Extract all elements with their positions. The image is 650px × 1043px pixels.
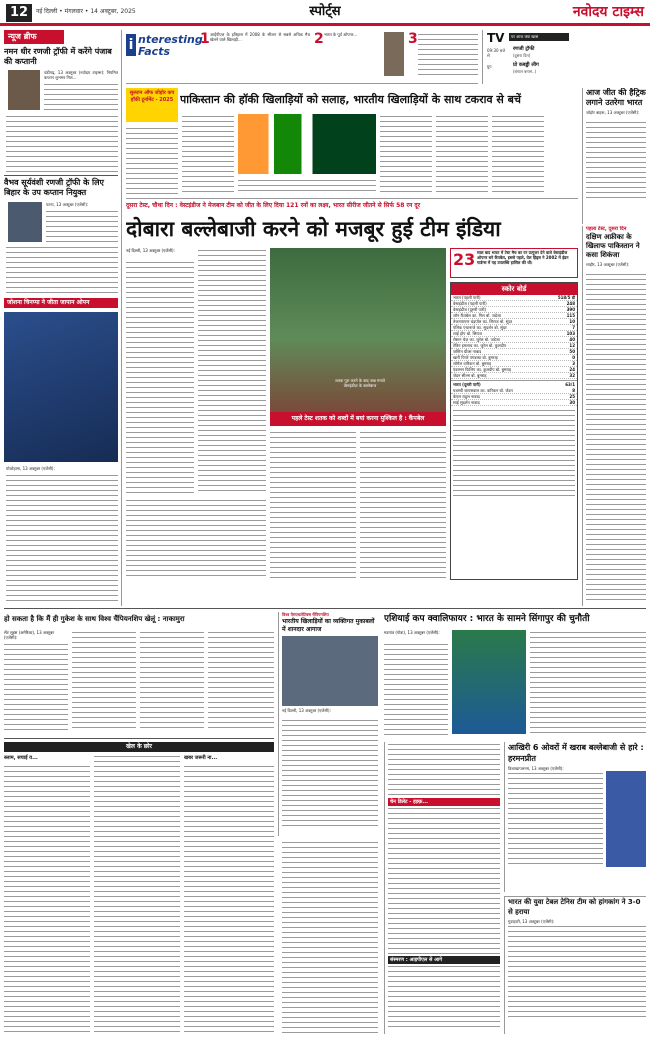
qna-body-2 bbox=[388, 806, 500, 956]
editorial-col-1-head: स्लाम, सचाई व... bbox=[4, 755, 38, 761]
hockey-body-3 bbox=[380, 114, 432, 194]
india-row bbox=[451, 400, 577, 406]
india-rows bbox=[451, 388, 577, 406]
score-row-value: 115 bbox=[566, 313, 575, 318]
fact-2-number: 2 bbox=[314, 31, 324, 47]
afc-body-1 bbox=[384, 642, 448, 736]
main-story-headline: दोबारा बल्लेबाजी करने को मजबूर हुई टीम इंडिया bbox=[126, 217, 501, 241]
hockey-body-5 bbox=[492, 114, 544, 194]
india-row-value: 25 bbox=[569, 394, 575, 399]
scoreboard-title: स्कोर बोर्ड bbox=[451, 283, 577, 295]
edition-date: नई दिल्ली • मंगलवार • 14 अक्टूबर, 2025 bbox=[36, 8, 136, 15]
fact-2-photo bbox=[384, 32, 404, 76]
afc-dateline: मडगांव (गोवा), 13 अक्टूबर (एजेंसी): bbox=[384, 630, 440, 635]
brief-body-3 bbox=[6, 473, 118, 601]
qna-head-2: संस्मरण : आइपीएल से आगे bbox=[388, 956, 500, 964]
brief-dateline-1: चंडीगढ़, 13 अक्टूबर (नवोदय टाइम्स): नियमित कप्तान शुभमन गिल... bbox=[44, 70, 118, 80]
tt-body bbox=[508, 924, 646, 1020]
score-row-value: 24 bbox=[569, 367, 575, 372]
nakamura-body-1 bbox=[4, 642, 68, 732]
score-row-name: वेस्टइंडीज (दूसरी पारी) bbox=[453, 307, 487, 312]
tv-row-1-detail: (दूसरा दिन) bbox=[513, 53, 531, 58]
brief-photo-3 bbox=[4, 312, 118, 462]
photo-caption: शतक पूरा करने के बाद जश्न मनाते वेस्टइंडीज़ के बल्लेबाज bbox=[335, 378, 385, 388]
tv-guide-panel bbox=[482, 30, 646, 84]
hockey-headline: पाकिस्तान की हॉकी खिलाड़ियों को सलाह, भारतीय खिलाड़ियों के साथ टकराव से बचें bbox=[180, 93, 521, 106]
nakamura-body-2 bbox=[72, 630, 136, 732]
para-photo bbox=[282, 636, 378, 706]
nakamura-dateline: सेंट लुइस (अमेरिका), 13 अक्टूबर (एजेंसी): bbox=[4, 630, 55, 640]
main-story-dateline: नई दिल्ली, 13 अक्टूबर (एजेंसी): bbox=[126, 248, 175, 253]
score-row-value: 3 bbox=[572, 361, 575, 366]
scoreboard bbox=[450, 282, 578, 580]
score-row-value: 103 bbox=[566, 331, 575, 336]
qna-head-1: चेन डिलेट - हक़्क़... bbox=[388, 798, 500, 806]
tv-label: TV bbox=[487, 31, 505, 45]
page-number: 12 bbox=[6, 4, 32, 22]
main-story-body-4 bbox=[360, 430, 446, 580]
hockey-body-1 bbox=[126, 126, 178, 194]
score-row-name: एंडरसन फिलिप का. कुलदीप बो. बुमराह bbox=[453, 367, 512, 372]
score-row-value: 12 bbox=[569, 343, 575, 348]
editorial-col-1 bbox=[4, 764, 90, 1034]
score-row-value: 10 bbox=[569, 319, 575, 324]
t20-dateline: जोहोर बाहरू, 13 अक्टूबर (एजेंसी): bbox=[586, 110, 640, 115]
score-row-name: जेडन सील्स बो. बुमराह bbox=[453, 373, 487, 378]
t20-headline: आज जीत की हैट्रिक लगाने उतरेगा भारत bbox=[586, 88, 646, 107]
hockey-photo-caption bbox=[238, 178, 376, 194]
facts-title: nteresting Facts bbox=[138, 33, 203, 58]
india-row-value: 8 bbox=[572, 388, 575, 393]
score-row-name: वेस्टइंडीज (पहली पारी) bbox=[453, 301, 487, 306]
brief-headline-3: जोशना चिनप्पा ने जीता जापान ओपन bbox=[4, 298, 118, 308]
harman-headline: आखिरी 6 ओवरों में खराब बल्लेबाजी से हारे : हरमनप्रीत bbox=[508, 743, 644, 763]
masthead: नवोदय टाइम्स bbox=[572, 4, 644, 20]
editorial-col-3-head: खबर जरूरी ना... bbox=[184, 755, 218, 761]
sa-pak-kicker: पहला टेस्ट, दूसरा दिन bbox=[586, 226, 627, 232]
nakamura-headline: हो सकता है कि मैं ही गुकेश के साथ विश्व चैंपियनशिप खेलूं : नाकामुरा bbox=[4, 615, 185, 623]
para-story bbox=[278, 612, 378, 836]
score-row-name: भारत (पहली पारी) bbox=[453, 295, 481, 300]
hockey-tag: सुल्तान ऑफ जोहोर कप हॉकी टूर्नामेंट - 2025 bbox=[126, 88, 178, 122]
brief-body-2 bbox=[46, 209, 118, 242]
fact-1-number: 1 bbox=[200, 31, 210, 47]
main-story-kicker: दूसरा टेस्ट, चौथा दिन : वेस्टइंडीज ने मेजबान टीम को जीत के लिए दिया 121 रनों का लक्ष्य, भारत सीरीज जीतने से सिर्फ 58 रन दूर bbox=[126, 198, 578, 212]
brief-photo-1 bbox=[8, 70, 40, 110]
india-row-name: साई सुदर्शन नाबाद bbox=[453, 400, 480, 405]
afc-headline: एशियाई कप क्वालिफायर : भारत के सामने सिंगापुर की चुनौती bbox=[384, 614, 590, 624]
fact-1-text: आईपीएल के इतिहास में 2008 के सीजन से सबसे अधिक मैच खेलने वाले खिलाड़ी... bbox=[210, 32, 310, 42]
score-row-name: जोमेल वारिकन बो. बुमराह bbox=[453, 361, 492, 366]
qna-body-3 bbox=[388, 964, 500, 1030]
main-story-body-2 bbox=[198, 248, 266, 494]
sa-pak-story bbox=[582, 226, 646, 606]
india-row-value: 30 bbox=[569, 400, 575, 405]
harman-photo bbox=[606, 771, 646, 867]
score-row-name: टेविन इमलाच का. जुरेल बो. कुलदीप bbox=[453, 343, 506, 348]
hockey-body-4 bbox=[436, 114, 488, 194]
qna-body-1 bbox=[388, 742, 500, 798]
main-story-body-5 bbox=[126, 498, 266, 580]
editorial-col-2 bbox=[94, 754, 180, 1034]
score-row-value: 40 bbox=[569, 337, 575, 342]
score-row-name: जॉन कैंपबेल का. गिल बो. जडेजा bbox=[453, 313, 502, 318]
tt-dateline: गुवाहाटी, 13 अक्टूबर (एजेंसी): bbox=[508, 919, 555, 924]
brief-dateline-3: योकोहामा, 13 अक्टूबर (एजेंसी): bbox=[6, 466, 55, 471]
tv-row-1-title: रणजी ट्रॉफी bbox=[513, 46, 535, 52]
nakamura-body-4 bbox=[208, 630, 274, 732]
scoreboard-fow bbox=[453, 408, 575, 498]
para-body bbox=[282, 718, 378, 828]
india-second-name: भारत (दूसरी पारी) bbox=[453, 382, 481, 387]
stat-text: साल बाद भारत में टेस्ट मैच का रन प्रत्युत्तर देने वाले वेस्टइंडीज ओपनर बने कैंपबेल, इससे पहले, वेल हिंड्स ने 2002 में ईडन गार्डन्स में यह उपलब्धि हासिल की थी। bbox=[477, 250, 569, 265]
nakamura-body-3 bbox=[140, 630, 204, 732]
score-row bbox=[451, 373, 577, 379]
stat-box bbox=[450, 248, 578, 278]
afc-photo bbox=[452, 630, 526, 734]
brief-headline-1: नमन धीर रणजी ट्रॉफी में करेंगे पंजाब की कप्तानी bbox=[4, 47, 112, 66]
brief-body-1 bbox=[44, 82, 118, 110]
tv-row-2-time: ग्रुप bbox=[487, 64, 492, 69]
interesting-facts-panel bbox=[126, 30, 478, 84]
hockey-body-2 bbox=[182, 114, 234, 194]
tt-headline: भारत की युवा टेबल टेनिस टीम को हांगकांग ने 3-0 से हराया bbox=[508, 898, 641, 916]
brief-body-1b bbox=[6, 114, 118, 172]
score-row-value: 518/5 डी bbox=[557, 295, 575, 300]
main-story-body-1 bbox=[126, 260, 194, 494]
section-title: स्पोर्ट्स bbox=[309, 4, 341, 19]
india-second-value: 63/1 bbox=[565, 382, 575, 387]
sa-pak-headline: दक्षिण अफ्रीका के खिलाफ पाकिस्तान ने कसा शिकंजा bbox=[586, 233, 640, 259]
score-row-value: 248 bbox=[566, 301, 575, 306]
afc-body-2 bbox=[530, 630, 646, 734]
brief-body-2b bbox=[6, 245, 118, 295]
editorial-title: खेल के छोर bbox=[4, 742, 274, 752]
quote-bar: पहले टेस्ट शतक को शब्दों में बयां करना मुश्किल है : कैंपबेल bbox=[270, 412, 446, 426]
para-dateline: नई दिल्ली, 13 अक्टूबर (एजेंसी): bbox=[282, 708, 331, 713]
score-row-name: एलिक एथानाजे का. सुदर्शन बो. सुंदर bbox=[453, 325, 507, 330]
qna-column bbox=[384, 742, 500, 1034]
score-row-value: 50 bbox=[569, 349, 575, 354]
score-row-value: 390 bbox=[566, 307, 575, 312]
sa-pak-dateline: लाहौर, 13 अक्टूबर (एजेंसी): bbox=[586, 262, 630, 267]
para-headline: भारतीय खिलाड़ियों का व्यक्तिगत मुकाबलों में शानदार आगाज bbox=[282, 618, 375, 633]
score-row-value: 32 bbox=[569, 373, 575, 378]
score-row-name: शाई होप बो. सिराज bbox=[453, 331, 482, 336]
harman-dateline: विशाखापत्तनम, 13 अक्टूबर (एजेंसी): bbox=[508, 766, 564, 771]
fact-3-text bbox=[418, 32, 478, 76]
india-row-name: केएल राहुल नाबाद bbox=[453, 394, 480, 399]
fact-2-text: भारत के पूर्व ओपनर... bbox=[324, 32, 358, 37]
news-brief-label: न्यूज ब्रीफ bbox=[4, 30, 64, 44]
main-story-body-3 bbox=[270, 430, 356, 580]
tv-row-2-detail: (बंगाल बनाम..) bbox=[513, 69, 537, 74]
brief-photo-2 bbox=[8, 202, 42, 242]
brief-headline-2: वैभव सूर्यवंशी रणजी ट्रॉफी के लिए बिहार के उप कप्तान नियुक्त bbox=[4, 178, 104, 197]
page-header bbox=[0, 0, 650, 26]
fact-3-number: 3 bbox=[408, 31, 418, 47]
para-body-2 bbox=[282, 840, 378, 1034]
editorial-col-3 bbox=[184, 764, 274, 1034]
score-row-name: जस्टिन ग्रीव्स नाबाद bbox=[453, 349, 482, 354]
score-row-name: खारी पियरे पगबाधा बो. बुमराह bbox=[453, 355, 498, 360]
brief-dateline-2: पटना, 13 अक्टूबर (एजेंसी): bbox=[46, 202, 89, 207]
scoreboard-rows bbox=[451, 295, 577, 379]
score-row-name: तेजनारायण चंद्रपॉल का. सिराज बो. सुंदर bbox=[453, 319, 513, 324]
tv-subtitle: पर आज क्या खास bbox=[509, 33, 569, 41]
facts-i-icon: i bbox=[126, 34, 136, 56]
t20-body bbox=[586, 120, 646, 200]
t20-story bbox=[582, 88, 646, 224]
sa-pak-body bbox=[586, 272, 646, 602]
harman-story bbox=[504, 742, 646, 892]
score-row-name: रोस्टन चेज़ का. जुरेल बो. जडेजा bbox=[453, 337, 500, 342]
para-kicker: विश्व पैराएथलेटिक्स चैंपियनशिप bbox=[282, 612, 329, 617]
news-brief-column bbox=[4, 30, 122, 606]
score-row-value: 7 bbox=[572, 325, 575, 330]
score-row-value: 0 bbox=[572, 355, 575, 360]
tt-story bbox=[504, 896, 646, 1034]
harman-body bbox=[508, 771, 603, 867]
hockey-flags-photo bbox=[238, 114, 376, 174]
stat-number: 23 bbox=[453, 250, 476, 269]
india-row-name: यशस्वी जायसवाल का. वारिकन बो. जेडन bbox=[453, 388, 513, 393]
tv-row-1-time: 09:30 बजे से bbox=[487, 48, 506, 58]
tv-row-2-title: प्रो कबड्डी लीग bbox=[513, 62, 539, 68]
